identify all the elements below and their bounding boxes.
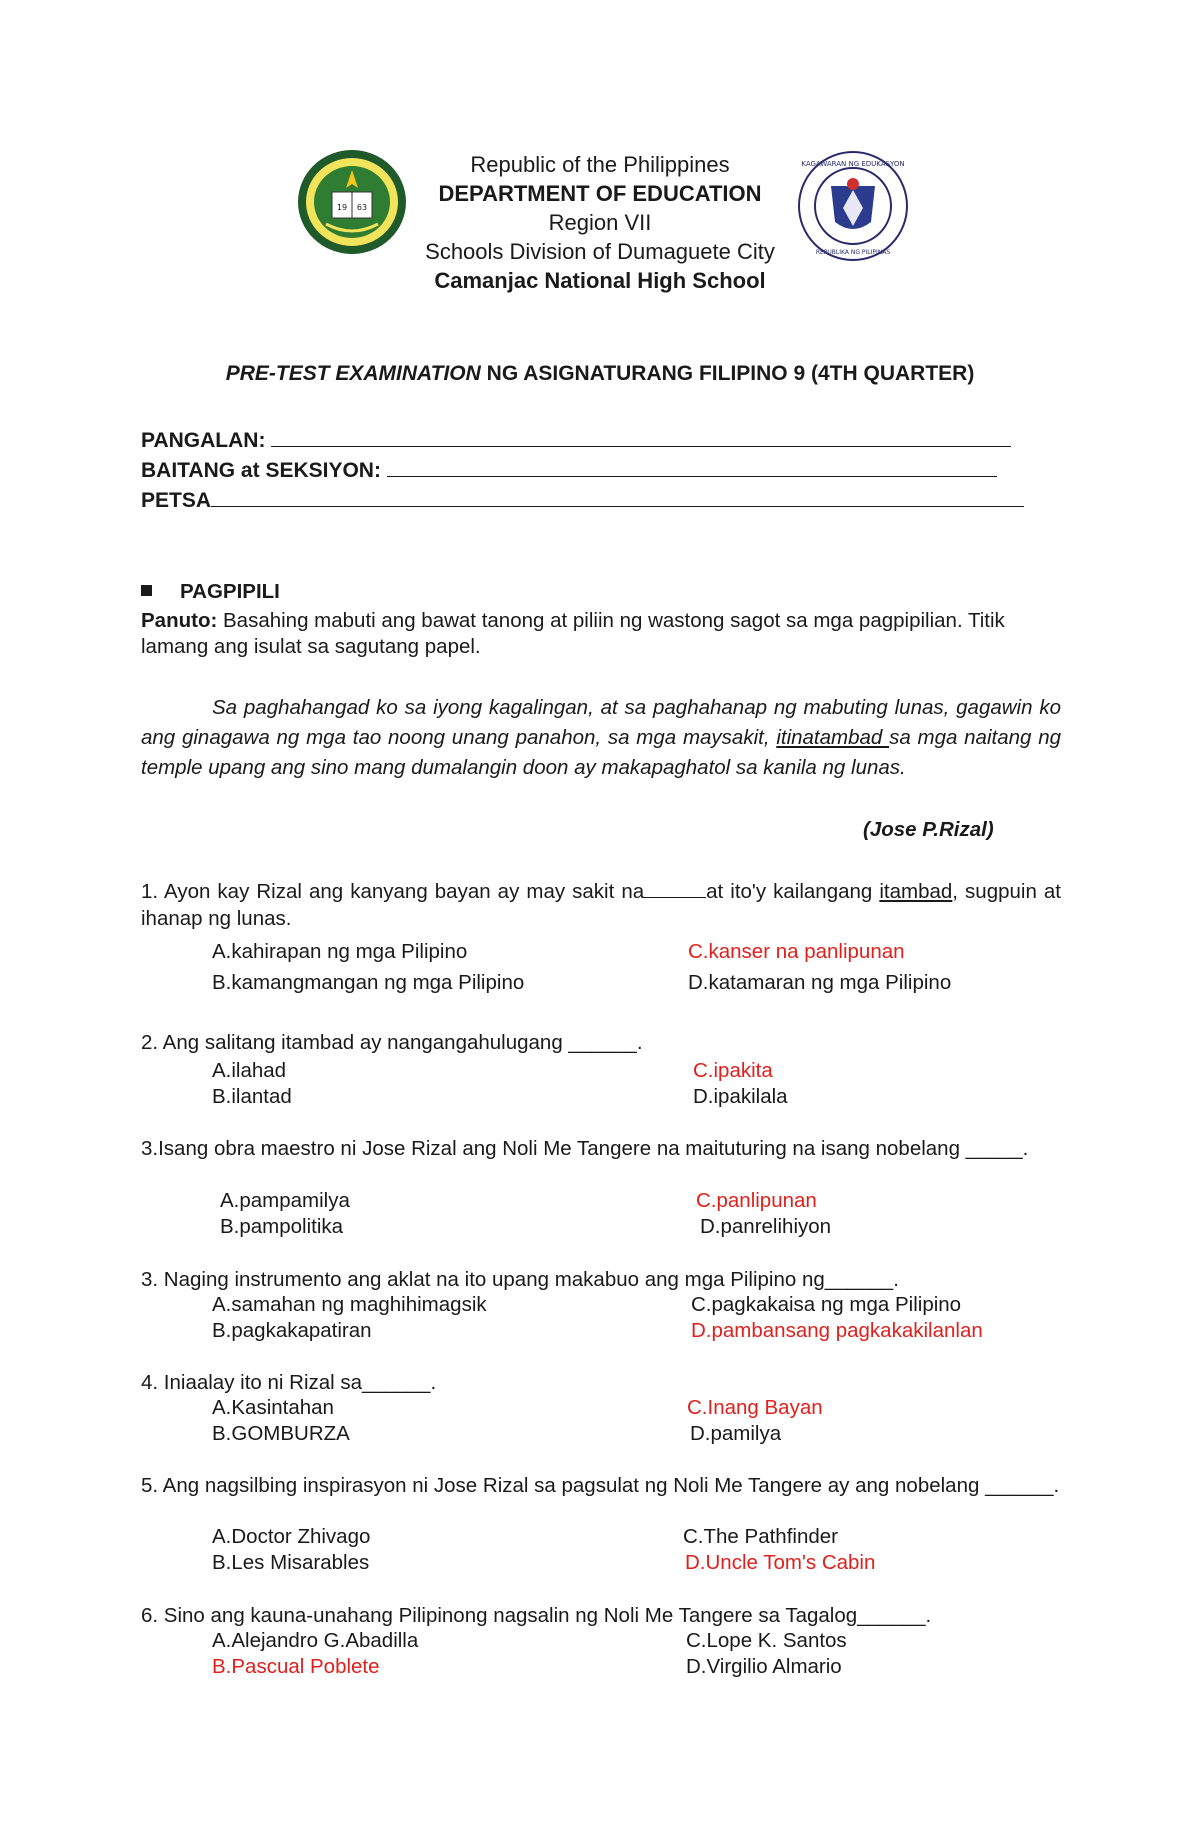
question-1 — [141, 878, 1061, 932]
question-3a-option-d[interactable]: D.panrelihiyon — [700, 1215, 832, 1238]
header-department: DEPARTMENT OF EDUCATION — [438, 181, 762, 206]
question-1-option-d[interactable]: D.katamaran ng mga Pilipino — [688, 971, 952, 994]
directions-text: Basahing mabuti ang bawat tanong at piliin ng wastong sagot sa mga pagpipilian. Titik lamang ang isulat sa sagutang papel. — [141, 609, 1005, 658]
grade-section-field[interactable] — [141, 458, 997, 483]
question-4-option-c[interactable]: C.Inang Bayan — [687, 1396, 823, 1419]
svg-text:63: 63 — [356, 203, 368, 212]
question-6-option-a[interactable]: A.Alejandro G.Abadilla — [212, 1629, 419, 1652]
exam-title-rest: NG ASIGNATURANG FILIPINO 9 (4TH QUARTER) — [480, 362, 975, 385]
section-heading — [141, 580, 280, 604]
question-2: 2. Ang salitang itambad ay nangangahulugang ______. — [141, 1031, 643, 1054]
svg-text:REPUBLIKA NG PILIPINAS: REPUBLIKA NG PILIPINAS — [815, 249, 891, 256]
quote-before: Sa paghahangad ko sa iyong kagalingan, at sa paghahanap ng mabuting lunas, gagawin ko ang ginagawa ng mga tao noong unang panahon, sa mga maysakit, — [141, 696, 1061, 749]
header-division: Schools Division of Dumaguete City — [425, 239, 775, 264]
question-3a-option-b[interactable]: B.pampolitika — [220, 1215, 344, 1238]
question-2-option-a[interactable]: A.ilahad — [212, 1059, 287, 1082]
question-1-option-a[interactable]: A.kahirapan ng mga Pilipino — [212, 940, 468, 963]
question-4: 4. Iniaalay ito ni Rizal sa______. — [141, 1371, 437, 1394]
question-6: 6. Sino ang kauna-unahang Pilipinong nagsalin ng Noli Me Tangere sa Tagalog______. — [141, 1604, 932, 1627]
question-1-underlined-word: itambad — [879, 880, 953, 903]
question-5: 5. Ang nagsilbing inspirasyon ni Jose Rizal sa pagsulat ng Noli Me Tangere ay ang nobelang ______. — [141, 1474, 1060, 1497]
quote-author: (Jose P.Rizal) — [863, 818, 994, 841]
question-3a: 3.Isang obra maestro ni Jose Rizal ang Noli Me Tangere na maituturing na isang nobelang _____. — [141, 1137, 1029, 1160]
question-6-option-d[interactable]: D.Virgilio Almario — [686, 1655, 842, 1678]
date-line[interactable] — [211, 488, 1024, 507]
question-3b-option-a[interactable]: A.samahan ng maghihimagsik — [212, 1293, 487, 1316]
exam-title-italic: PRE-TEST EXAMINATION — [225, 362, 481, 385]
question-2-option-c[interactable]: C.ipakita — [693, 1059, 773, 1082]
question-2-option-b[interactable]: B.ilantad — [212, 1085, 292, 1108]
question-5-option-b[interactable]: B.Les Misarables — [212, 1551, 370, 1574]
header-school: Camanjac National High School — [434, 268, 766, 293]
quote-after: sa mga naitang ng temple upang ang sino mang dumalangin doon ay makapaghatol sa kanila ng lunas. — [141, 726, 1061, 779]
question-1-stem-b: at ito'y kailangang — [706, 880, 880, 903]
directions — [141, 608, 1061, 660]
square-bullet-icon — [141, 585, 152, 596]
svg-text:19: 19 — [336, 203, 348, 212]
question-1-option-c[interactable]: C.kanser na panlipunan — [688, 940, 905, 963]
question-6-option-c[interactable]: C.Lope K. Santos — [686, 1629, 847, 1652]
question-1-stem-a: 1. Ayon kay Rizal ang kanyang bayan ay may sakit na — [141, 880, 645, 903]
quote-passage — [141, 693, 1061, 783]
date-field[interactable] — [141, 488, 1024, 513]
question-3b-option-d[interactable]: D.pambansang pagkakakilanlan — [691, 1319, 983, 1342]
question-5-option-c[interactable]: C.The Pathfinder — [683, 1525, 838, 1548]
section-heading-text: PAGPIPILI — [180, 580, 280, 603]
question-5-option-a[interactable]: A.Doctor Zhivago — [212, 1525, 371, 1548]
question-4-option-b[interactable]: B.GOMBURZA — [212, 1422, 350, 1445]
grade-section-label: BAITANG at SEKSIYON: — [141, 459, 381, 482]
question-3a-option-c[interactable]: C.panlipunan — [696, 1189, 817, 1212]
question-3b: 3. Naging instrumento ang aklat na ito upang makabuo ang mga Pilipino ng______. — [141, 1268, 899, 1291]
question-3a-option-a[interactable]: A.pampamilya — [220, 1189, 350, 1212]
directions-label: Panuto: — [141, 609, 218, 632]
header-region: Region VII — [548, 210, 652, 235]
name-label: PANGALAN: — [141, 429, 266, 452]
question-5-option-d[interactable]: D.Uncle Tom's Cabin — [685, 1551, 876, 1574]
date-label: PETSA — [141, 489, 212, 512]
grade-section-line[interactable] — [387, 458, 997, 477]
header-republic: Republic of the Philippines — [470, 152, 730, 177]
question-4-option-d[interactable]: D.pamilya — [690, 1422, 782, 1445]
question-3b-option-b[interactable]: B.pagkakapatiran — [212, 1319, 372, 1342]
question-1-stem-c: , sugpuin at ihanap ng lunas. — [141, 880, 1061, 930]
question-1-option-b[interactable]: B.kamangmangan ng mga Pilipino — [212, 971, 525, 994]
exam-title — [0, 362, 1200, 386]
question-4-option-a[interactable]: A.Kasintahan — [212, 1396, 334, 1419]
svg-text:KAGAWARAN NG EDUKASYON: KAGAWARAN NG EDUKASYON — [801, 160, 905, 168]
name-line[interactable] — [271, 428, 1011, 447]
answer-blank — [644, 881, 706, 898]
quote-underlined: itinatambad — [776, 726, 890, 749]
question-2-option-d[interactable]: D.ipakilala — [693, 1085, 788, 1108]
name-field[interactable] — [141, 428, 1011, 453]
question-3b-option-c[interactable]: C.pagkakaisa ng mga Pilipino — [691, 1293, 962, 1316]
question-6-option-b[interactable]: B.Pascual Poblete — [212, 1655, 380, 1678]
